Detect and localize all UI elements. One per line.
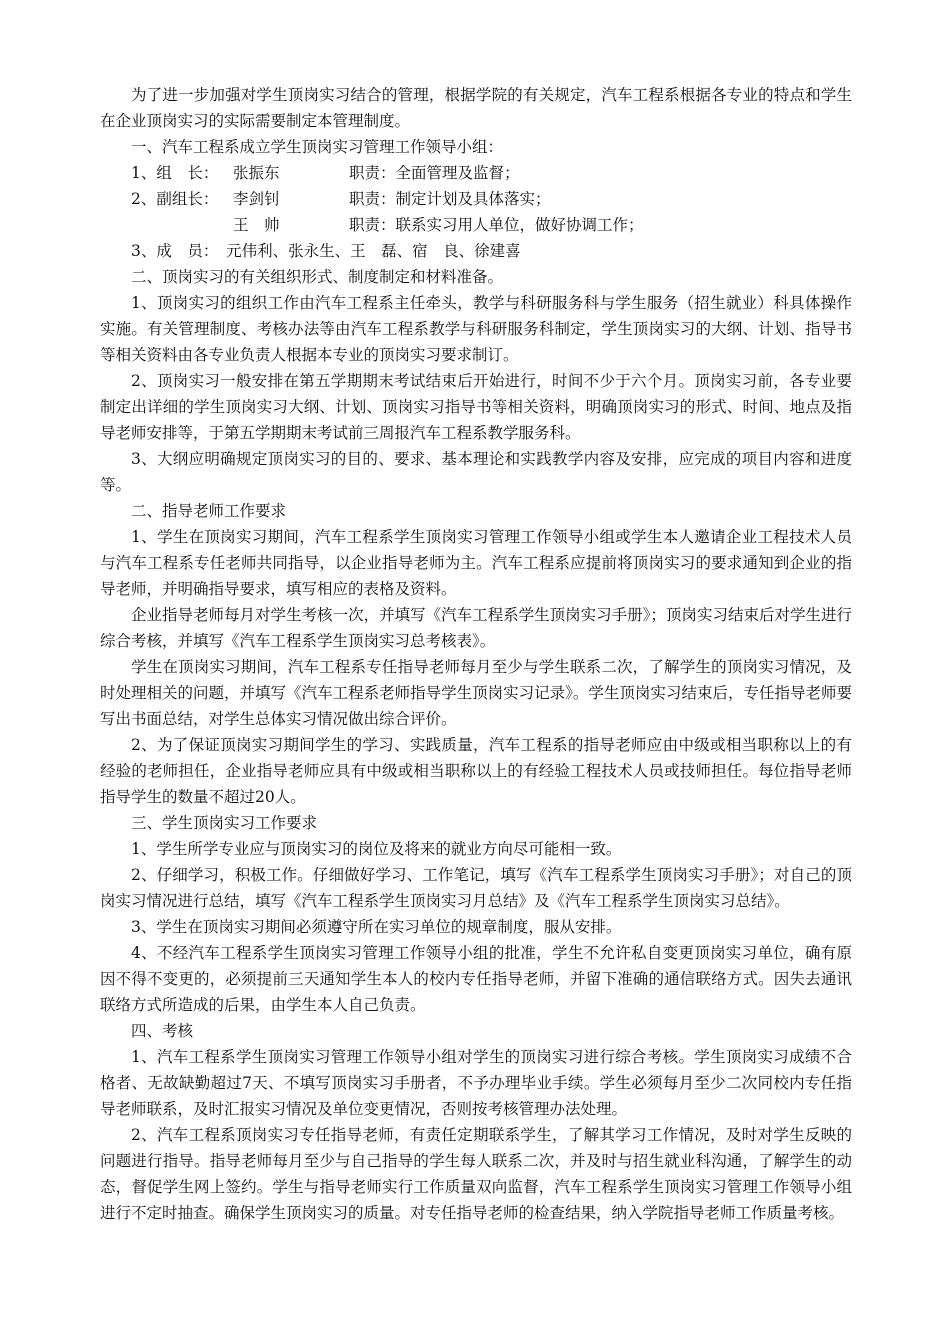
section5-item-2: 2、汽车工程系顶岗实习专任指导老师，有责任定期联系学生，了解其学习工作情况，及时对学生反映的问题进行指导。指导老师每月至少与自己指导的学生每人联系二次，并及时与招生就业科沟通，了解学生的动态，督促学生网上签约。学生与指导老师实行工作质量双向监督，汽车工程系学生顶岗实习管理工作领导小组进行不定时抽查。确保学生顶岗实习的质量。对专任指导老师的检查结果，纳入学院指导老师工作质量考核。 bbox=[100, 1126, 852, 1222]
section5-item-1: 1、汽车工程系学生顶岗实习管理工作领导小组对学生的顶岗实习进行综合考核。学生顶岗实习成绩不合格者、无故缺勤超过7天、不填写顶岗实习手册者，不予办理毕业手续。学生必须每月至少二次同校内专任指导老师联系，及时汇报实习情况及单位变更情况，否则按考核管理办法处理。 bbox=[100, 1048, 852, 1118]
section3-item-2: 企业指导老师每月对学生考核一次，并填写《汽车工程系学生顶岗实习手册》；顶岗实习结束后对学生进行综合考核，并填写《汽车工程系学生顶岗实习总考核表》。 bbox=[100, 606, 852, 650]
members-line: 3、成 员： 元伟利、张永生、王 磊、宿 良、徐建喜 bbox=[131, 242, 521, 260]
duty-text: 职责：制定计划及具体落实； bbox=[349, 190, 551, 208]
section4-item-2: 2、仔细学习，积极工作。仔细做好学习、工作笔记，填写《汽车工程系学生顶岗实习手册》；对自己的顶岗实习情况进行总结，填写《汽车工程系学生顶岗实习月总结》及《汽车工程系学生顶岗实习总结》。 bbox=[100, 866, 852, 910]
role-label: 1、组 长： bbox=[131, 164, 219, 182]
section2-item-1: 1、顶岗实习的组织工作由汽车工程系主任牵头，教学与科研服务科与学生服务（招生就业）科具体操作实施。有关管理制度、考核办法等由汽车工程系教学与科研服务科制定，学生顶岗实习的大纲、计划、指导书等相关资料由各专业负责人根据本专业的顶岗实习要求制订。 bbox=[100, 294, 852, 364]
section4-item-3: 3、学生在顶岗实习期间必须遵守所在实习单位的规章制度，服从安排。 bbox=[131, 918, 622, 936]
section3-item-1: 1、学生在顶岗实习期间，汽车工程系学生顶岗实习管理工作领导小组或学生本人邀请企业工程技术人员与汽车工程系专任老师共同指导，以企业指导老师为主。汽车工程系应提前将顶岗实习的要求通知到企业的指导老师，并明确指导要求，填写相应的表格及资料。 bbox=[100, 528, 852, 598]
section2-item-2: 2、顶岗实习一般安排在第五学期期末考试结束后开始进行，时间不少于六个月。顶岗实习前，各专业要制定出详细的学生顶岗实习大纲、计划、顶岗实习指导书等相关资料，明确顶岗实习的形式、时间、地点及指导老师安排等，于第五学期期末考试前三周报汽车工程系教学服务科。 bbox=[100, 372, 852, 442]
leader-row bbox=[100, 160, 852, 186]
intro-paragraph: 为了进一步加强对学生顶岗实习结合的管理，根据学院的有关规定，汽车工程系根据各专业的特点和学生在企业顶岗实习的实际需要制定本管理制度。 bbox=[100, 86, 852, 130]
person-name: 李剑钊 bbox=[233, 190, 280, 208]
deputy-row bbox=[100, 186, 852, 212]
section3-item-3: 学生在顶岗实习期间，汽车工程系专任指导老师每月至少与学生联系二次，了解学生的顶岗实习情况，及时处理相关的问题，并填写《汽车工程系老师指导学生顶岗实习记录》。学生顶岗实习结束后，专任指导老师要写出书面总结，对学生总体实习情况做出综合评价。 bbox=[100, 658, 852, 728]
section4-item-1: 1、学生所学专业应与顶岗实习的岗位及将来的就业方向尽可能相一致。 bbox=[131, 840, 622, 858]
person-name: 张振东 bbox=[233, 164, 280, 182]
section1-heading: 一、汽车工程系成立学生顶岗实习管理工作领导小组： bbox=[131, 138, 504, 156]
deputy-row-2 bbox=[100, 212, 852, 238]
section3-heading: 二、指导老师工作要求 bbox=[131, 502, 287, 520]
section4-item-4: 4、不经汽车工程系学生顶岗实习管理工作领导小组的批准，学生不允许私自变更顶岗实习单位，确有原因不得不变更的，必须提前三天通知学生本人的校内专任指导老师，并留下准确的通信联络方式。因失去通讯联络方式所造成的后果，由学生本人自己负责。 bbox=[100, 944, 852, 1014]
person-name: 王 帅 bbox=[233, 216, 280, 234]
section5-heading: 四、考核 bbox=[131, 1022, 194, 1040]
section3-item-4: 2、为了保证顶岗实习期间学生的学习、实践质量，汽车工程系的指导老师应由中级或相当职称以上的有经验的老师担任，企业指导老师应具有中级或相当职称以上的有经验工程技术人员或技师担任。每位指导老师指导学生的数量不超过20人。 bbox=[100, 736, 852, 806]
duty-text: 职责：全面管理及监督； bbox=[349, 164, 520, 182]
role-label: 2、副组长： bbox=[131, 190, 219, 208]
section2-heading: 二、顶岗实习的有关组织形式、制度制定和材料准备。 bbox=[131, 268, 504, 286]
duty-text: 职责：联系实习用人单位，做好协调工作； bbox=[349, 216, 644, 234]
section2-item-3: 3、大纲应明确规定顶岗实习的目的、要求、基本理论和实践教学内容及安排，应完成的项目内容和进度等。 bbox=[100, 450, 852, 494]
document-body bbox=[100, 82, 852, 1226]
section4-heading: 三、学生顶岗实习工作要求 bbox=[131, 814, 318, 832]
